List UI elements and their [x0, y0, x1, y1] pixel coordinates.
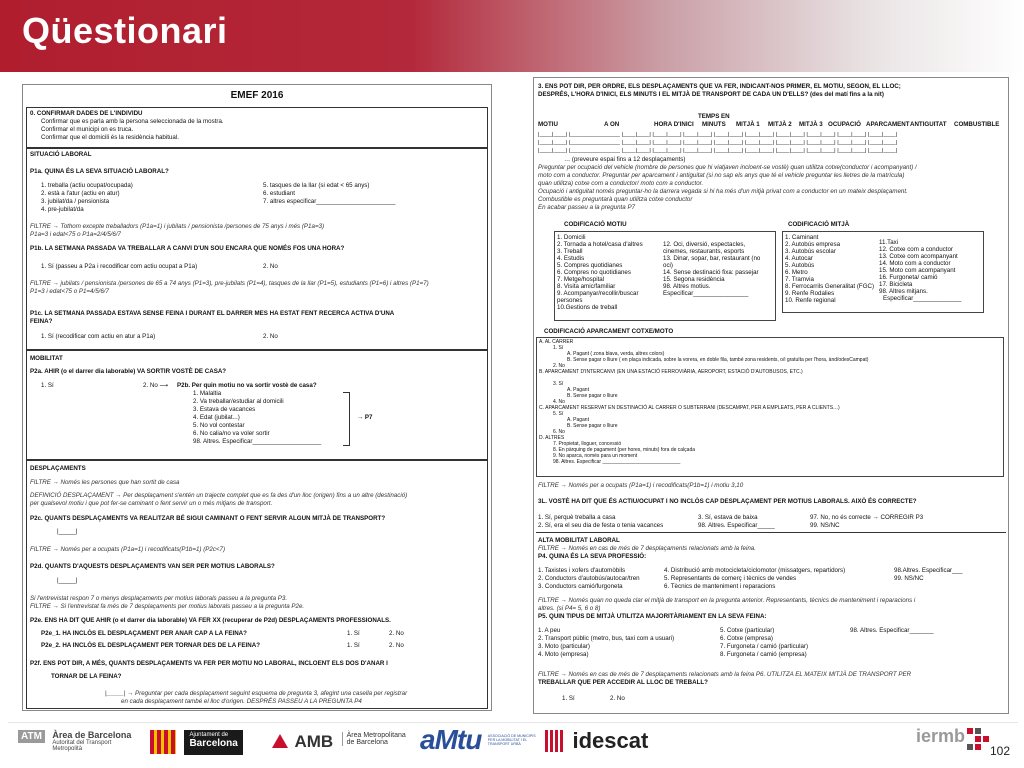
option: 98.Altres. Especificar___	[894, 567, 963, 574]
question-p6: TREBALLAR QUE PER ACCEDIR AL LLOC DE TREBALL?	[538, 679, 708, 686]
option: 4. Moto (empresa)	[538, 651, 589, 658]
code: A. Pagant	[567, 387, 589, 393]
instruction: Combustible es preguntarà quan utilitza cotxe conductor	[538, 196, 693, 203]
option: 2. No	[610, 695, 625, 702]
code: Especificar________________	[663, 290, 749, 297]
code: 12. Oci, diversió, espectacles,	[663, 241, 746, 248]
question-p5: P5. QUIN TIPUS DE MITJÀ UTILITZA MAJORITÀRIAMENT EN LA SEVA FEINA:	[538, 613, 767, 620]
column-header: MITJÀ 2	[768, 121, 792, 128]
question-p2d: P2d. QUANTS D'AQUESTS DESPLAÇAMENTS VAN SER PER MOTIUS LABORALS?	[30, 563, 275, 570]
question-p2e2: P2e_2. HA INCLÒS EL DESPLAÇAMENT PER TORNAR DES DE LA FEINA?	[41, 642, 260, 649]
option: 1. Sí	[41, 382, 54, 389]
footer-logos	[0, 722, 1024, 768]
option: 2. Va treballar/estudiar al domicili	[193, 398, 284, 405]
code: 10. Renfe regional	[785, 297, 836, 304]
definition: DEFINICIÓ DESPLAÇAMENT → Per desplaçament s'entén un trajecte complet que es fa des d'un lloc (origen) fins a un altre (destinació)	[30, 492, 408, 499]
section-title: MOBILITAT	[30, 355, 63, 362]
code: 7. Tramvia	[785, 276, 814, 283]
question-p1b: P1b. LA SETMANA PASSADA VA TREBALLAR A CANVI D'UN SOU ENCARA QUE NOMÉS FOS UNA HORA?	[30, 245, 345, 252]
code: 15. Moto com acompanyant	[879, 267, 956, 274]
column-header: TEMPS EN	[698, 113, 730, 120]
code: 5. Compres quotidianes	[557, 262, 623, 269]
question-p3: 3. ENS POT DIR, PER ORDRE, ELS DESPLAÇAMENTS QUE VA FER, INDICANT-NOS PRIMER, EL MOTIU, SEGON, EL LLOC;	[538, 83, 901, 90]
code: 3. Sí	[553, 381, 564, 387]
code: 6. Metro	[785, 269, 808, 276]
option: 3. Sí, estava de baixa	[698, 514, 758, 521]
option: 3. Moto (particular)	[538, 643, 590, 650]
filter-note: FILTRE → Només quan no queda clar el mitjà de transport en la pregunta anterior. Representants, tècnics de manteniment i reparacions i	[538, 597, 916, 604]
code: D. ALTRES	[539, 435, 565, 441]
filter-note: FILTRE → Només per a ocupats (P1a=1) i recodificats(P1b=1) i motiu 3,10	[538, 482, 744, 489]
code: Especificar______________	[883, 295, 962, 302]
ajuntament-line: Ajuntament de	[189, 732, 229, 738]
option: 2. No	[263, 263, 278, 270]
ajuntament-line: Barcelona	[189, 738, 238, 749]
iermb-squares-icon	[965, 726, 991, 754]
amb-triangle-icon	[272, 734, 288, 748]
code: 16. Furgoneta/ camió	[879, 274, 938, 281]
code: 3. Treball	[557, 248, 583, 255]
page-number: 102	[989, 744, 1010, 758]
column-header: COMBUSTIBLE	[954, 121, 1000, 128]
option: 1. A peu	[538, 627, 561, 634]
amb-line: Àrea Metropolitana	[346, 732, 406, 739]
column-header: MOTIU	[538, 121, 558, 128]
column-header: MITJÀ 1	[736, 121, 760, 128]
option: 2. No	[389, 642, 404, 649]
code: 3. Autobús escolar	[785, 248, 836, 255]
code: 13. Dinar, sopar, bar, restaurant (no	[663, 255, 761, 262]
atm-line: Autoritat del Transport	[52, 740, 112, 746]
coding-mitja-box	[782, 231, 984, 313]
code: C. APARCAMENT RESERVAT EN DESTINACIÓ AL CARRER O SUBTERRANI (DESCAMPAT, PER A EMPLEATS, PER A CLIENTS…)	[539, 405, 840, 411]
column-header: OCUPACIÓ	[828, 121, 861, 128]
instruction: En acabar passeu a la pregunta P7	[538, 204, 636, 211]
filter-note: P1a=3 i edat<75 o P1a=2/4/5/6/7	[30, 231, 121, 238]
question-p1c: P1c. LA SETMANA PASSADA ESTAVA SENSE FEINA I DURANT EL DARRER MES HA ESTAT FENT RECERCA ACTIVA D'UNA	[30, 310, 395, 317]
column-header: A ON	[604, 121, 620, 128]
note: FILTRE → Si l'entrevistat fa més de 7 desplaçaments per motius laborals passeu a la pregunta P2e.	[30, 603, 305, 610]
option: 8. Furgoneta / camió (empresa)	[720, 651, 807, 658]
code: cinemes, restaurants, esports	[663, 248, 745, 255]
question-p2b: P2b. Per quin motiu no va sortir vostè de casa?	[177, 382, 317, 389]
code: 15. Segona residència	[663, 276, 725, 283]
option: 2. Transport públic (metro, bus, taxi com a usuari)	[538, 635, 675, 642]
question-p2e: P2e. ENS HA DIT QUE AHIR (o el darrer dia laborable) VA FER XX (recuperar de P2d) DESPLAÇAMENTS PROFESSIONALS.	[30, 617, 391, 624]
idescat-logo	[545, 730, 648, 754]
option: 1. treballa (actiu ocupat/ocupada)	[41, 182, 133, 189]
question-p2c: P2c. QUANTS DESPLAÇAMENTS VA REALITZAR BÉ SIGUI CAMINANT O FENT SERVIR ALGUN MITJÀ DE TRANSPORT?	[30, 515, 386, 522]
section-title: DESPLAÇAMENTS	[30, 465, 86, 472]
section-mobilitat	[26, 349, 488, 461]
ajuntament-logo	[150, 730, 243, 755]
section-title: SITUACIÓ LABORAL	[30, 151, 92, 158]
instruction: en cada desplaçament també el lloc d'origen. DESPRÉS PASSEU A LA PREGUNTA P4	[121, 698, 362, 705]
amb-mark: AMB	[294, 732, 334, 751]
coding-title: CODIFICACIÓ APARCAMENT COTXE/MOTO	[544, 328, 674, 335]
text-line: Confirmar el municipi on es truca.	[41, 126, 134, 133]
instruction: Ocupació i antiguitat només preguntar-ho la darrera vegada si hi ha més d'un mitjà privat com a conductor en un mateix desplaçament.	[538, 188, 908, 195]
instruction: quan utilitza) cotxe com a conductor/ moto com a conductor.	[538, 180, 704, 187]
answer-blank: |_____|	[57, 528, 78, 535]
idescat-mark: idescat	[572, 728, 649, 753]
option: 98. Altres. Especificar____________________	[193, 438, 322, 445]
option: 1. Sí, perquè treballa a casa	[538, 514, 616, 521]
option: 3. Estava de vacances	[193, 406, 256, 413]
question-p1a: P1a. QUINA ÉS LA SEVA SITUACIÓ LABORAL?	[30, 168, 169, 175]
code: 4. Estudis	[557, 255, 585, 262]
option: 7. altres especificar_______________________	[263, 198, 396, 205]
code: 5. Autobús	[785, 262, 815, 269]
section-title: 0. CONFIRMAR DADES DE L'INDIVIDU	[30, 110, 143, 117]
amb-line: de Barcelona	[346, 739, 388, 746]
code: 11.Taxi	[879, 239, 899, 246]
option: 1. Sí (passeu a P2a i recodificar com actiu ocupat a P1a)	[41, 263, 198, 270]
filter-note: FILTRE → Només per a ocupats (P1a=1) i recodificats(P1b=1) (P2c<7)	[30, 546, 226, 553]
column-header: MITJÀ 3	[799, 121, 823, 128]
option: 98. Altres. Especificar_____	[698, 522, 775, 529]
code: A. AL CARRER	[539, 339, 574, 345]
option: 6. estudiant	[263, 190, 295, 197]
atm-line: Àrea de Barcelona	[52, 730, 132, 740]
instruction: Preguntar per ocupació del vehicle (nombre de persones que hi viatjaven incloent-se vostè) quan utilitza cotxe(conductor i acompanyant) /	[538, 164, 917, 171]
option: 2. No	[389, 630, 404, 637]
code: 4. Autocar	[785, 255, 813, 262]
option: 3. jubilat/da / pensionista	[41, 198, 110, 205]
code: 2. Autobús empresa	[785, 241, 841, 248]
answer-blank: |_____|	[57, 577, 78, 584]
bracket	[343, 392, 350, 446]
option: 6. Tècnics de manteniment i reparacions	[664, 583, 776, 590]
code: 98. Altres motius.	[663, 283, 711, 290]
code: 9. Renfe Rodalies	[785, 290, 835, 297]
filter-note: altres. (si P4= 5, 6 o 8)	[538, 605, 601, 612]
column-header: ANTIGUITAT	[910, 121, 947, 128]
code: 14. Moto com a conductor	[879, 260, 951, 267]
atm-line: Metropolità	[52, 746, 83, 752]
code: 4. No	[553, 399, 565, 405]
slide-title: Qüestionari	[22, 10, 228, 51]
text-line: Confirmar que es parla amb la persona seleccionada de la mostra.	[41, 118, 224, 125]
code: B. Sense pagar o lliure	[567, 423, 618, 429]
answer-row: |____|____| |________________ |____|____| |____|____| |____|____| |____|____| |____|____| |____|____| |____|____| |____|____| |____|____|	[538, 132, 898, 138]
code: persones	[557, 297, 583, 304]
code: 6. Compres no quotidianes	[557, 269, 631, 276]
code: B. Sense pagar o lliure	[567, 393, 618, 399]
answer-row: |____|____| |________________ |____|____| |____|____| |____|____| |____|____| |____|____| |____|____| |____|____| |____|____| |____|____|	[538, 148, 898, 154]
column-header: MINUTS	[702, 121, 726, 128]
option: 1. Sí	[562, 695, 575, 702]
code: 10.Gestions de treball	[557, 304, 618, 311]
question-p2f-cont: TORNAR DE LA FEINA?	[51, 673, 122, 680]
filter-note: FILTRE → jubilats / pensionista /persones de 65 a 74 anys (P1=3), pre-jubilats (P1=4), tasques de la llar (P1=5), estudiants (P1=6) i altres (P1=7)	[30, 280, 429, 287]
option: 6. No calia/no va voler sortir	[193, 430, 270, 437]
amtu-mark: aMtu	[420, 724, 482, 755]
option: 1. Sí	[347, 642, 360, 649]
option: 98. Altres. Especificar_______	[850, 627, 934, 634]
code: 1. Caminant	[785, 234, 819, 241]
code: 1. Sí	[553, 345, 564, 351]
code: 13. Cotxe com acompanyant	[879, 253, 958, 260]
option: 1. Malaltia	[193, 390, 222, 397]
text-line: Confirmar que el domicili és la residència habitual.	[41, 134, 179, 141]
code: 1. Domicili	[557, 234, 586, 241]
instruction: moto com a conductor. Preguntar per aparcament i antiguitat (si no sap els anys que té el vehicle preguntar les lletres de la matrícula)	[538, 172, 905, 179]
filter-note: FILTRE → Tothom excepte treballadors (P1a=1) i jubilats / pensionista /persones de 75 anys i més (P1a=3)	[30, 223, 325, 230]
atm-mark: ATM	[18, 730, 45, 743]
code: B. Sense pagar o lliure ( en plaça indicada, sobre la vorera, en doble fila, també zona residents, o/i gratuïta per l'hora, ànd/odesCampat)	[567, 357, 869, 363]
questionnaire-page-left	[22, 84, 492, 711]
code: 7. Metge/hospital	[557, 276, 605, 283]
option: 5. Cotxe (particular)	[720, 627, 775, 634]
doc-header: EMEF 2016	[230, 90, 284, 101]
option: 1. Taxistes i xofers d'automòbils	[538, 567, 626, 574]
code: A. Pagant ( zona blava, verda, altres colors)	[567, 351, 665, 357]
question-p2f: P2f. ENS POT DIR, A MÉS, QUANTS DESPLAÇAMENTS VA FER PER MOTIU NO LABORAL, INCLOENT ELS DOS D'ANAR I	[30, 660, 388, 667]
option: 1. Sí (recodificar com actiu en atur a P1a)	[41, 333, 156, 340]
code: 17. Bicicleta	[879, 281, 913, 288]
column-header: HORA D'INICI	[654, 121, 694, 128]
section-confirm	[26, 107, 488, 149]
code: 98. Altres mitjans.	[879, 288, 928, 295]
option: 7. Furgoneta / camió (particular)	[720, 643, 809, 650]
code: 14. Sense destinació fixa: passejar	[663, 269, 759, 276]
question-p4: P4. QUINA ÉS LA SEVA PROFESSIÓ:	[538, 553, 647, 560]
idescat-bars-icon	[545, 730, 565, 752]
option: 2. No	[263, 333, 278, 340]
code: 2. Tornada a hotel/casa d'altres	[557, 241, 643, 248]
option: 4. Edat (jubilat...)	[193, 414, 240, 421]
option: 3. Conductors camió/furgoneta	[538, 583, 623, 590]
code: 8. Ferrocarrils Generalitat (FGC)	[785, 283, 875, 290]
option: 5. Representants de comerç i tècnics de vendes	[664, 575, 797, 582]
code: 7. Propietat, lloguer, concessió	[553, 441, 622, 447]
answer-row: |____|____| |________________ |____|____| |____|____| |____|____| |____|____| |____|____| |____|____| |____|____| |____|____| |____|____|	[538, 140, 898, 146]
code: 6. No	[553, 429, 565, 435]
question-p3-cont: DESPRÉS, L'HORA D'INICI, ELS MINUTS I EL MITJÀ DE TRANSPORT DE CADA UN D'ELLS? (des del matí fins a la nit)	[538, 91, 884, 98]
option: 2. Sí, era el seu dia de festa o tenia vacances	[538, 522, 664, 529]
iermb-mark: iermb	[916, 726, 966, 746]
amb-logo	[272, 732, 406, 752]
code: 9. Acompanyar/recollir/buscar	[557, 290, 639, 297]
section-laboral	[26, 147, 488, 351]
option: 6. Cotxe (empresa)	[720, 635, 773, 642]
filter-note: FILTRE → Només les persones que han sortit de casa	[30, 479, 180, 486]
ajuntament-shield-icon	[150, 730, 176, 754]
questionnaire-page-right	[533, 77, 1009, 714]
coding-title: CODIFICACIÓ MOTIU	[564, 221, 627, 228]
option: 97. No, no és correcte → CORREGIR P3	[810, 514, 924, 521]
filter-note: FILTRE → Només en cas de més de 7 desplaçaments relacionats amb la feina.	[538, 545, 756, 552]
definition: per qualsevol motiu i que pot fer-se caminant o fent servir un o més mitjans de transport.	[30, 500, 273, 507]
coding-title: CODIFICACIÓ MITJÀ	[788, 221, 850, 228]
filter-note: P1=3 i edat<75 o P1=4/5/6/7	[30, 288, 109, 295]
section-alta-mobilitat	[536, 532, 1006, 711]
iermb-logo	[916, 726, 991, 754]
code: 98. Altres. Especificar ____________________________	[553, 459, 681, 465]
option: 4. Distribució amb motocicleta/ciclomotor (missatgers, repartidors)	[664, 567, 846, 574]
note: … (preveure espai fins a 12 desplaçaments)	[564, 156, 686, 163]
section-desplacaments	[26, 459, 488, 709]
option: 2. No ⟶	[143, 382, 169, 389]
question-p2e1: P2e_1. HA INCLÒS EL DESPLAÇAMENT PER ANAR CAP A LA FEINA?	[41, 630, 247, 637]
instruction: |_____| → Preguntar per cada desplaçament seguint esquema de pregunta 3, afegint una casella per registrar	[105, 690, 408, 697]
option: 2. Conductors d'autobús/autocar/tren	[538, 575, 640, 582]
coding-aparcament-box	[536, 337, 1004, 477]
coding-motiu-box	[554, 231, 776, 321]
code: A. Pagant	[567, 417, 589, 423]
option: 99. NS/NC	[894, 575, 924, 582]
question-p2a: P2a. AHIR (o el darrer dia laborable) VA SORTIR VOSTÈ DE CASA?	[30, 368, 227, 375]
filter-note: FILTRE → Només en cas de més de 7 desplaçaments relacionats amb la feina P6. UTILITZA EL MATEIX MITJÀ DE TRANSPORT PER	[538, 671, 912, 678]
code: 5. Sí	[553, 411, 564, 417]
column-header: APARCAMENT	[866, 121, 910, 128]
atm-logo	[18, 730, 131, 752]
option: 4. pre-jubilat/da	[41, 206, 84, 213]
option: 5. tasques de la llar (si edat < 65 anys)	[263, 182, 370, 189]
code: 2. No	[553, 363, 565, 369]
code: 9. No aparca, només para un moment	[553, 453, 638, 459]
code: 8. Visita amic/familiar	[557, 283, 616, 290]
option: 1. Sí	[347, 630, 360, 637]
code: 12. Cotxe com a conductor	[879, 246, 953, 253]
amtu-logo	[420, 724, 536, 756]
code: B. APARCAMENT D'INTERCANVI (EN UNA ESTACIÓ FERROVIÀRIA, AEROPORT, ESTACIÓ D'AUTOBUSOS, ETC.)	[539, 369, 803, 375]
code: 8. En pàrquing de pagament (per hores, minuts) fora de calçada	[553, 447, 696, 453]
amtu-subtitle: ASSOCIACIÓ DE MUNICIPIS PER LA MOBILITAT I EL TRANSPORT URBÀ	[487, 734, 536, 746]
option: 2. està a l'atur (actiu en atur)	[41, 190, 120, 197]
option: 99. NS/NC	[810, 522, 840, 529]
goto-p7: → P7	[357, 414, 373, 421]
code: oci)	[663, 262, 673, 269]
section-title: ALTA MOBILITAT LABORAL	[538, 537, 620, 544]
question-3l: 3L. VOSTÈ HA DIT QUE ÉS ACTIU/OCUPAT I NO INCLÒS CAP DESPLAÇAMENT PER MOTIUS LABORALS. AIXÒ ÉS CORRECTE?	[538, 498, 917, 505]
note: Si l'entrevistat respon 7 o menys desplaçaments per motius laborals passeu a la pregunta P3.	[30, 595, 288, 602]
option: 5. No vol contestar	[193, 422, 245, 429]
question-p1c-cont: FEINA?	[30, 318, 53, 325]
